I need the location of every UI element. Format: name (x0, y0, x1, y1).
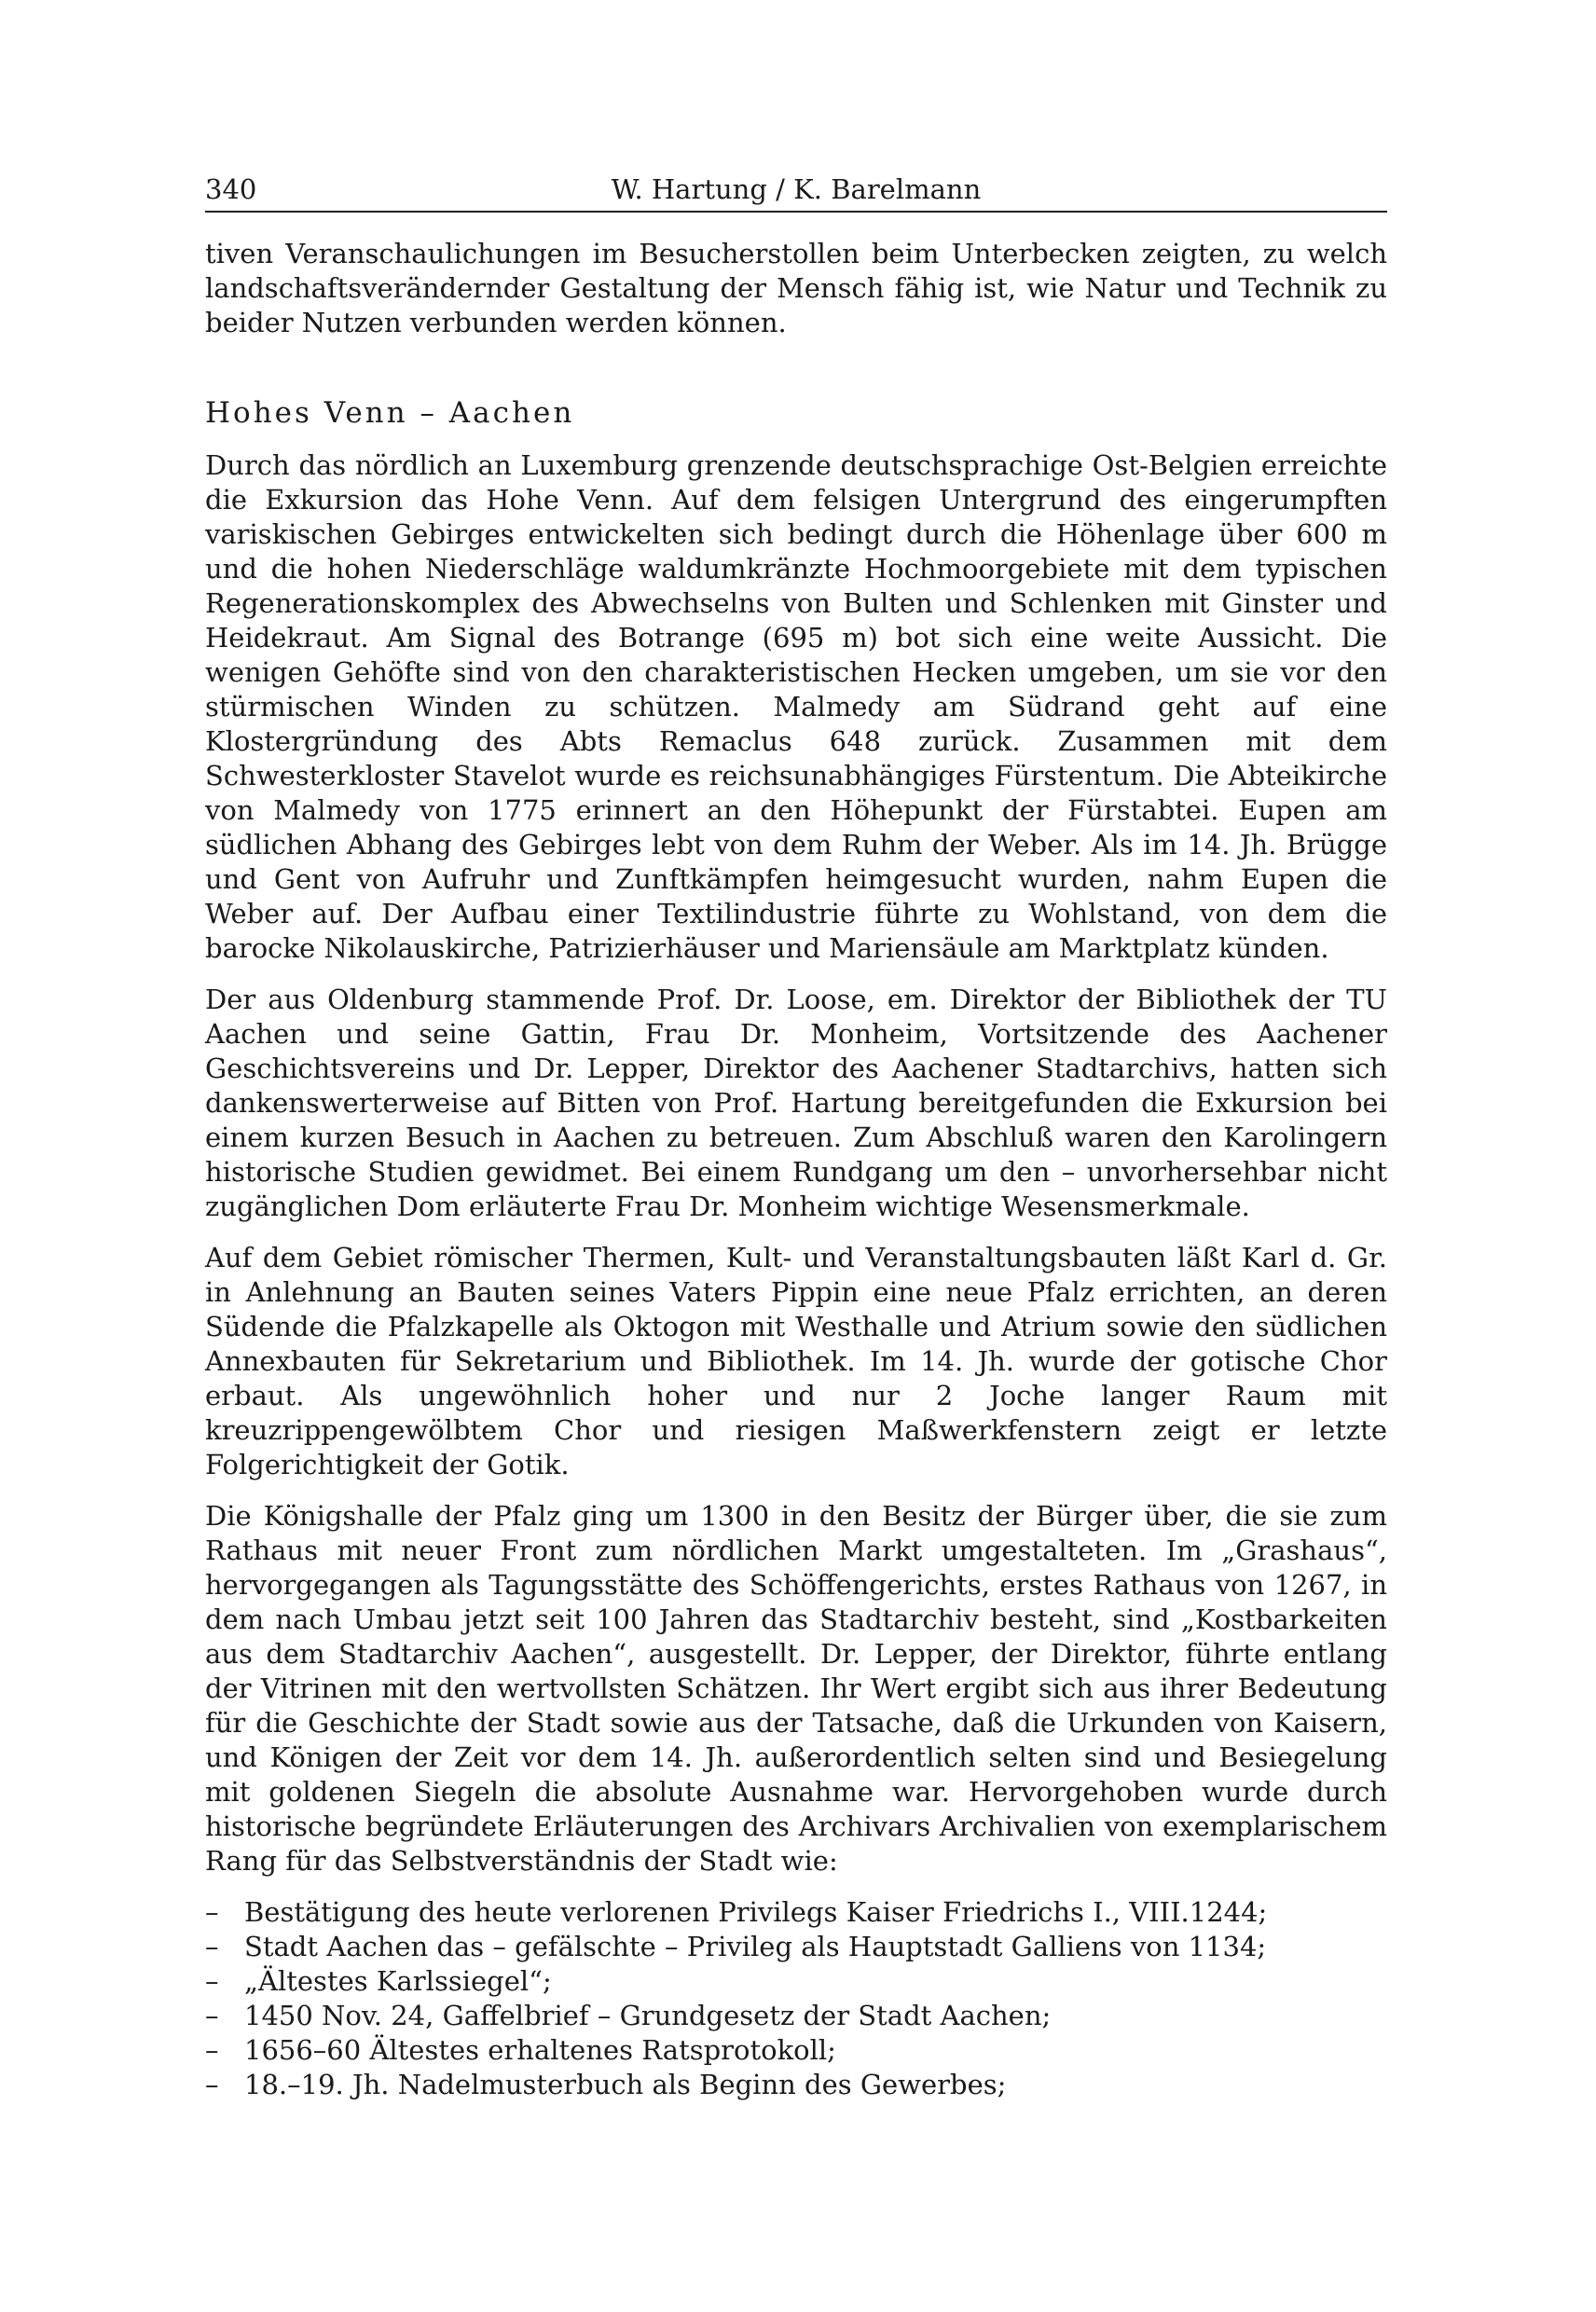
paragraph-aachen-visit: Der aus Oldenburg stammende Prof. Dr. Loose, em. Direktor der Bibliothek der TU Aachen und seine Gattin, Frau Dr. Monheim, Vortsitzende des Aachener Geschichtsvereins und Dr. Lepper, Direktor des Aachener Stadtarchivs, hatten sich dankenswerterweise auf Bitten von Prof. Hartung bereitgefunden die Exkursion bei einem kurzen Besuch in Aachen zu betreuen. Zum Abschluß waren den Karolingern historische Studien gewidmet. Bei einem Rundgang um den – unvorhersehbar nicht zugänglichen Dom erläuterte Frau Dr. Monheim wichtige Wesensmerkmale. (205, 984, 1387, 1222)
document-page (205, 168, 1387, 2102)
list-item-text: Stadt Aachen das – gefälschte – Privileg als Hauptstadt Galliens von 1134; (244, 1931, 1267, 1962)
list-item-text: „Ältestes Karlssiegel“; (244, 1965, 552, 1997)
list-dash: – (205, 2069, 219, 2100)
list-item (205, 2033, 1387, 2068)
page-number: 340 (205, 173, 257, 205)
paragraph-hohes-venn: Durch das nördlich an Luxemburg grenzende deutschsprachige Ost-Belgien erreichte die Exkursion das Hohe Venn. Auf dem felsigen Untergrund des eingerumpften variskischen Gebirges entwickelten sich bedingt durch die Höhenlage über 600 m und die hohen Niederschläge waldumkränzte Hochmoorgebiete mit dem typischen Regenerationskomplex des Abwechselns von Bulten und Schlenken mit Ginster und Heidekraut. Am Signal des Botrange (695 m) bot sich eine weite Aussicht. Die wenigen Gehöfte sind von den charakteristischen Hecken umgeben, um sie vor den stürmischen Winden zu schützen. Malmedy am Südrand geht auf eine Klostergründung des Abts Remaclus 648 zurück. Zusammen mit dem Schwesterkloster Stavelot wurde es reichsunabhängiges Fürstentum. Die Abteikirche von Malmedy von 1775 erinnert an den Höhepunkt der Fürstabtei. Eupen am südlichen Abhang des Gebirges lebt von dem Ruhm der Weber. Als im 14. Jh. Brügge und Gent von Aufruhr und Zunftkämpfen heimgesucht wurden, nahm Eupen die Weber auf. Der Aufbau einer Textilindustrie führte zu Wohlstand, von dem die barocke Nikolauskirche, Patrizierhäuser und Mariensäule am Marktplatz künden. (205, 449, 1387, 964)
list-dash: – (205, 1931, 219, 1962)
paragraph-koenigshalle: Die Königshalle der Pfalz ging um 1300 in den Besitz der Bürger über, die sie zum Rathaus mit neuer Front zum nördlichen Markt umgestalteten. Im „Grashaus“, hervorgegangen als Tagungsstätte des Schöffengerichts, erstes Rathaus von 1267, in dem nach Umbau jetzt seit 100 Jahren das Stadtarchiv besteht, sind „Kostbarkeiten aus dem Stadtarchiv Aachen“, ausgestellt. Dr. Lepper, der Direktor, führte entlang der Vitrinen mit den wertvollsten Schätzen. Ihr Wert ergibt sich aus ihrer Bedeutung für die Geschichte der Stadt sowie aus der Tatsache, daß die Urkunden von Kaisern, und Königen der Zeit vor dem 14. Jh. außerordentlich selten sind und Besiegelung mit goldenen Siegeln die absolute Ausnahme war. Hervorgehoben wurde durch historische begründete Erläuterungen des Archivars Archivalien von exemplarischem Rang für das Selbstverständnis der Stadt wie: (205, 1500, 1387, 1877)
list-dash: – (205, 1896, 219, 1928)
list-item-text: 1450 Nov. 24, Gaffelbrief – Grundgesetz der Stadt Aachen; (244, 2000, 1052, 2031)
running-title: W. Hartung / K. Barelmann (611, 173, 982, 205)
list-item-text: Bestätigung des heute verlorenen Privilegs Kaiser Friedrichs I., VIII.1244; (244, 1896, 1268, 1928)
archive-items-list (205, 1895, 1387, 2102)
list-dash: – (205, 2034, 219, 2066)
list-item (205, 1895, 1387, 1930)
list-item-text: 18.–19. Jh. Nadelmusterbuch als Beginn des Gewerbes; (244, 2069, 1007, 2100)
section-heading: Hohes Venn – Aachen (205, 396, 575, 430)
paragraph-pfalz: Auf dem Gebiet römischer Thermen, Kult- und Veranstaltungsbauten läßt Karl d. Gr. in Anlehnung an Bauten seines Vaters Pippin eine neue Pfalz errichten, an deren Südende die Pfalzkapelle als Oktogon mit Westhalle und Atrium sowie den südlichen Annexbauten für Sekretarium und Bibliothek. Im 14. Jh. wurde der gotische Chor erbaut. Als ungewöhnlich hoher und nur 2 Joche langer Raum mit kreuzrippengewölbtem Chor und riesigen Maßwerkfenstern zeigt er letzte Folgerichtigkeit der Gotik. (205, 1242, 1387, 1480)
list-dash: – (205, 1965, 219, 1997)
list-item-text: 1656–60 Ältestes erhaltenes Ratsprotokoll; (244, 2034, 836, 2066)
list-item (205, 1964, 1387, 1999)
list-item (205, 1930, 1387, 1964)
list-item (205, 2068, 1387, 2102)
intro-continuation-paragraph: tiven Veranschaulichungen im Besucherstollen beim Unterbecken zeigten, zu welch landschaftsverändernder Gestaltung der Mensch fähig ist, wie Natur und Technik zu beider Nutzen verbunden werden können. (205, 238, 1387, 338)
running-header (205, 168, 1387, 213)
body-text (205, 237, 1387, 2102)
list-dash: – (205, 2000, 219, 2031)
list-item (205, 1999, 1387, 2033)
